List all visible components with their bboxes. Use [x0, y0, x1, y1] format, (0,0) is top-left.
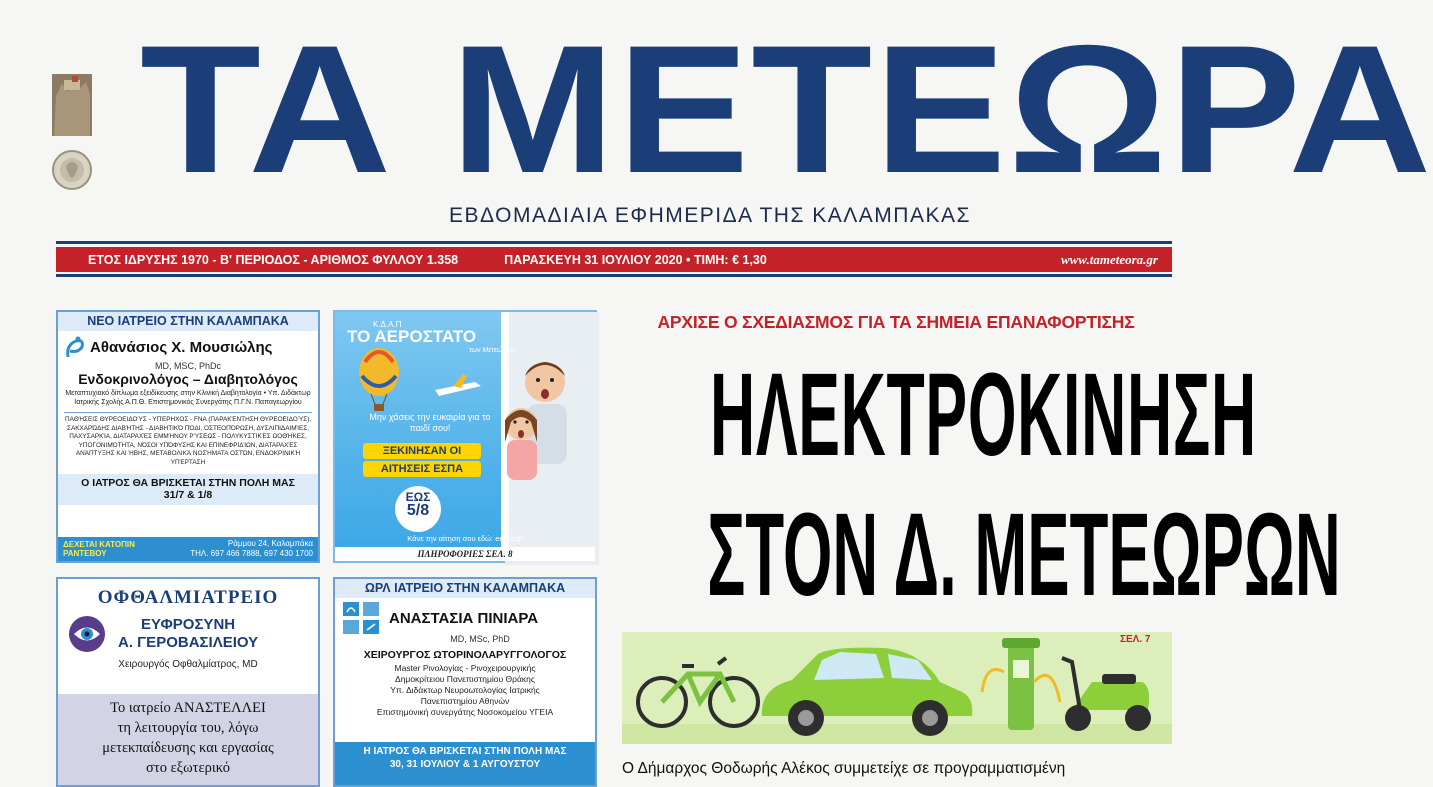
doctor-specialty: ΧΕΙΡΟΥΡΓΟΣ ΩΤΟΡΙΝΟΛΑΡΥΓΓΟΛΟΓΟΣ	[363, 649, 567, 661]
kaap-subtitle: των Μετεώρων	[469, 347, 516, 354]
website-link[interactable]: www.tameteora.gr	[1060, 251, 1158, 267]
visit-notice	[58, 474, 318, 505]
espa-pill-2: ΑΙΤΗΣΕΙΣ ΕΣΠΑ	[363, 461, 481, 477]
issue-date-price: ΠΑΡΑΣΚΕΥΗ 31 ΙΟΥΛΙΟΥ 2020 • ΤΙΜΗ: € 1,30	[504, 252, 767, 267]
contact-strip	[58, 537, 318, 561]
doctor-first-name: ΕΥΦΡΟΣΥΝΗ	[141, 616, 236, 633]
notice-line: στο εξωτερικό	[146, 760, 230, 776]
appointments-text-2: ΡΑΝΤΕΒΟΥ	[63, 549, 107, 558]
headline-line-1: ΗΛΕΚΤΡΟΚΙΝΗΣΗ	[710, 350, 1257, 481]
ad-endocrinologist[interactable]	[56, 310, 320, 563]
suspension-notice	[58, 694, 318, 785]
kids-balloon-illustration	[335, 312, 599, 565]
ad-ophthalmology[interactable]	[56, 577, 320, 787]
ad-ent-doctor[interactable]	[333, 577, 597, 787]
issue-number: ΕΤΟΣ ΙΔΡΥΣΗΣ 1970 - Β' ΠΕΡΙΟΔΟΣ - ΑΡΙΘΜΟΣ ΦΥΛΛΟΥ 1.358	[88, 252, 459, 267]
electric-vehicles-illustration	[622, 632, 1172, 744]
doctor-specialty: Ενδοκρινολόγος – Διαβητολόγος	[78, 371, 298, 387]
apply-link[interactable]: Κάνε την αίτηση σου εδώ: eetaa.gr	[407, 534, 523, 543]
doctor-role: Χειρουργός Οφθαλμίατρος, MD	[118, 659, 258, 670]
espa-pill-1: ΞΕΚΙΝΗΣΑΝ ΟΙ	[363, 443, 481, 459]
kaap-title: ΤΟ ΑΕΡΟΣΤΑΤΟ	[347, 327, 477, 346]
story-kicker: ΑΡΧΙΣΕ Ο ΣΧΕΔΙΑΣΜΟΣ ΓΙΑ ΤΑ ΣΗΜΕΙΑ ΕΠΑΝΑΦΟΡΤΙΣΗΣ	[657, 312, 1135, 332]
medical-logo-icon	[64, 335, 86, 361]
doctor-name: Αθανάσιος Χ. Μουσιώλης	[90, 339, 273, 356]
notice-line: μετεκπαίδευσης και εργασίας	[102, 740, 274, 756]
ent-logo-icon	[343, 602, 379, 634]
cv-line: Επιστημονική συνεργάτης Νοσοκομείου ΥΓΕΙΑ	[376, 707, 554, 717]
kaap-message: Μην χάσεις την ευκαιρία για το παιδί σου!	[369, 412, 491, 433]
visit-notice-text: Η ΙΑΤΡΟΣ ΘΑ ΒΡΙΣΚΕΤΑΙ ΣΤΗΝ ΠΟΛΗ ΜΑΣ	[363, 746, 567, 757]
ev-illustration	[622, 632, 1172, 744]
appointments-text: ΔΕΧΕΤΑΙ ΚΑΤΟΠΙΝ	[63, 540, 135, 549]
conditions-list: ΠΑΘΉΣΕΙΣ ΘΥΡΕΟΕΙΔΟΎΣ - ΥΠΈΡΗΧΟΣ - FNA (ΠΑΡΑΚΈΝΤΗΣΗ ΘΥΡΕΟΕΙΔΟΎΣ), ΣΑΚΧΑΡΏΔΗΣ ΔΙΑΒΉΤΗΣ - ΔΙΑΒΗΤΙΚΌ ΠΌΔΙ, ΟΣΤΕΟΠΌΡΩΣΗ, ΔΥΣΛΙΠΙΔΑΙΜΊΕΣ, ΠΑΧΥΣΑΡΚΊΑ, ΔΙΑΤΑΡΑΧΈΣ ΕΜΜΉΝΟΥ ΡΎΣΕΩΣ - ΠΟΛΥΚΥΣΤΙΚΈΣ ΩΟΘΉΚΕΣ, ΥΠΟΓΟΝΙΜΌΤΗΤΑ, ΝΌΣΟΙ ΥΠΌΦΥΣΗΣ ΚΑΙ ΕΠΙΝΕΦΡΙΔΊΩΝ, ΔΙΑΤΑΡΑΧΈΣ ΑΝΆΠΤΥΞΗΣ ΚΑΙ ΉΒΗΣ, ΜΕΤΑΒΟΛΙΚΆ ΝΟΣΉΜΑΤΑ ΟΣΤΏΝ, ΕΝΔΟΚΡΙΝΙΚΉ ΥΠΈΡΤΑΣΗ	[64, 416, 312, 466]
ad-header: ΝΕΟ ΙΑΤΡΕΙΟ ΣΤΗΝ ΚΑΛΑΜΠΑΚΑ	[58, 312, 318, 331]
cv-line: Πανεπιστημίου Αθηνών	[420, 696, 510, 706]
doctor-degrees: MD, MSc, PhD	[450, 634, 510, 644]
visit-notice	[335, 742, 595, 785]
cv-line: Υπ. Διδάκτωρ Νευροωτολογίας Ιατρικής	[390, 685, 540, 695]
kaap-label: Κ.Δ.Α.Π	[373, 320, 402, 329]
issue-info-band	[56, 247, 1172, 272]
visit-dates: 30, 31 ΙΟΥΛΙΟΥ & 1 ΑΥΓΟΥΣΤΟΥ	[389, 759, 541, 770]
visit-notice-text: Ο ΙΑΤΡΟΣ ΘΑ ΒΡΙΣΚΕΤΑΙ ΣΤΗΝ ΠΟΛΗ ΜΑΣ	[81, 476, 295, 489]
cv-line: Δημοκρίτειου Πανεπιστημίου Θράκης	[395, 674, 535, 684]
doctor-surname: Α. ΓΕΡΟΒΑΣΙΛΕΙΟΥ	[118, 634, 259, 651]
visit-dates: 31/7 & 1/8	[163, 488, 213, 501]
newspaper-title: ΤΑ ΜΕΤΕΩΡΑ	[140, 7, 1433, 211]
ophthalmology-title: ΟΦΘΑΛΜΙΑΤΡΕΙΟ	[97, 587, 279, 608]
info-page-ref: ΠΛΗΡΟΦΟΡΙΕΣ ΣΕΛ. 8	[335, 547, 595, 561]
deadline-date: 5/8	[406, 502, 430, 519]
address: Ράμμου 24, Καλαμπάκα	[227, 539, 313, 548]
cv-line: Master Ρινολογίας - Ρινοχειρουργικής	[394, 663, 536, 673]
ad-kaap-aerostato[interactable]	[333, 310, 597, 563]
deadline-badge	[395, 486, 441, 532]
doctor-cv: Μεταπτυχιακό δίπλωμα εξειδίκευσης στην Κλινική Διαβητολογία • Υπ. Διδάκτωρ Ιατρικής Σχολής Α.Π.Θ. Επιστημονικός Συνεργάτης Π.Γ.Ν. Παπαγεωργίου	[65, 390, 311, 406]
phone-numbers[interactable]: ΤΗΛ. 697 466 7888, 697 430 1700	[190, 549, 313, 558]
band-rule-top	[56, 241, 1172, 244]
notice-line: Το ιατρείο ΑΝΑΣΤΕΛΛΕΙ	[110, 700, 266, 716]
headline-line-2: ΣΤΟΝ Δ. ΜΕΤΕΩΡΩΝ	[707, 490, 1341, 621]
story-page-ref: ΣΕΛ. 7	[1120, 634, 1151, 645]
doctor-name: ΑΝΑΣΤΑΣΙΑ ΠΙΝΙΑΡΑ	[389, 609, 539, 627]
band-rule-bottom	[56, 274, 1172, 277]
ad-header: ΩΡΛ ΙΑΤΡΕΙΟ ΣΤΗΝ ΚΑΛΑΜΠΑΚΑ	[335, 579, 595, 598]
deadline-label: ΕΩΣ	[405, 490, 431, 504]
doctor-degrees: MD, MSC, PhDc	[154, 361, 221, 371]
eye-icon	[68, 615, 106, 653]
story-lead: Ο Δήμαρχος Θοδωρής Αλέκος συμμετείχε σε προγραμματισμένη	[622, 760, 1066, 777]
notice-line: τη λειτουργία του, λόγω	[117, 720, 259, 736]
newspaper-subtitle: ΕΒΔΟΜΑΔΙΑΙΑ ΕΦΗΜΕΡΙΔΑ ΤΗΣ ΚΑΛΑΜΠΑΚΑΣ	[449, 204, 971, 227]
meteora-logo-icon	[52, 74, 92, 196]
divider	[64, 412, 312, 413]
story-headline[interactable]	[622, 345, 1341, 621]
